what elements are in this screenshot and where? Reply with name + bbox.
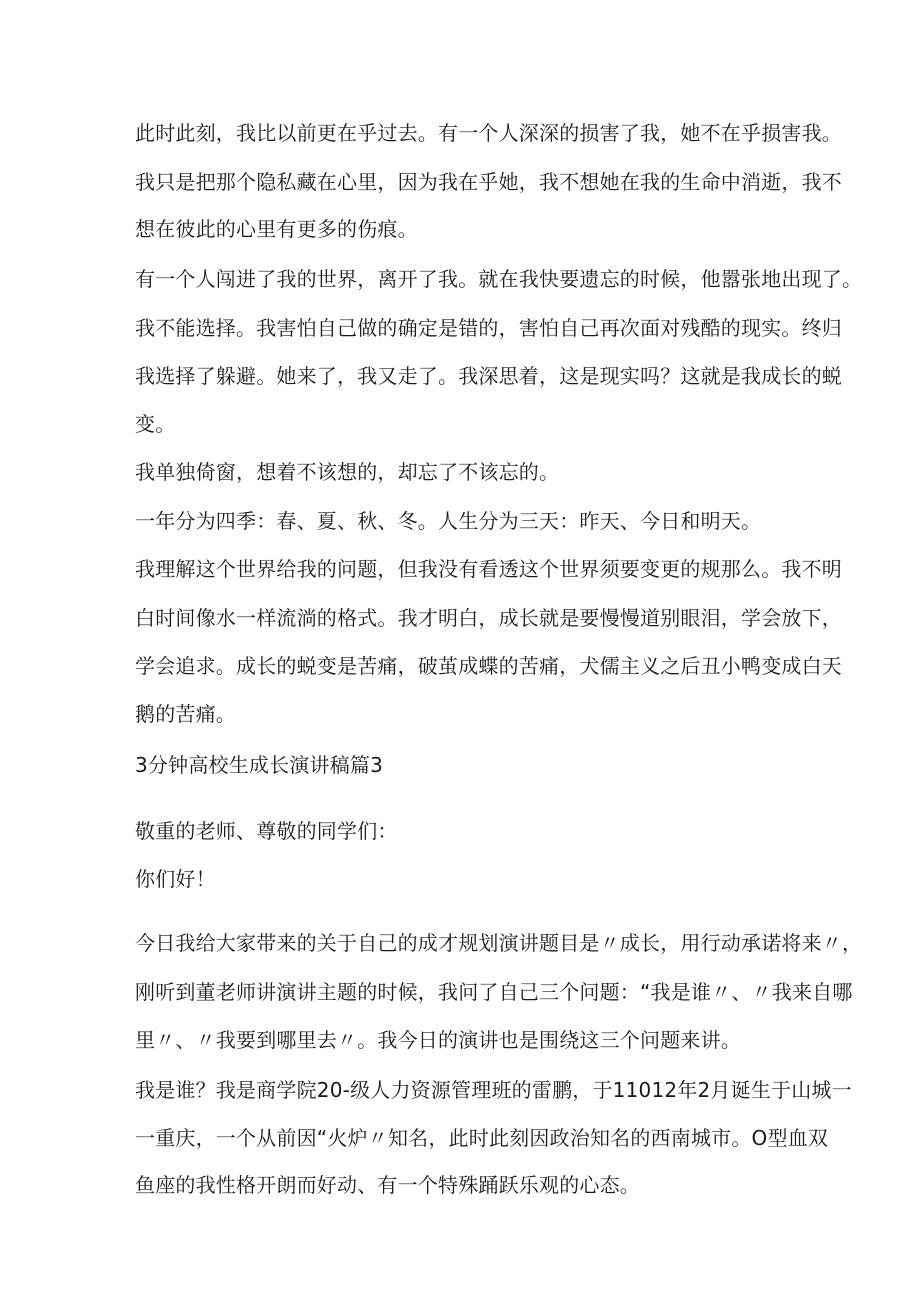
paragraph-line: 我不能选择。我害怕自己做的确定是错的，害怕自己再次面对残酷的现实。终归 <box>135 316 842 340</box>
paragraph-line: 我选择了躲避。她来了，我又走了。我深思着，这是现实吗？这就是我成长的蜕 <box>135 364 842 388</box>
paragraph-line: 里〃、〃我要到哪里去〃。我今日的演讲也是围绕这三个问题来讲。 <box>135 1028 741 1052</box>
paragraph-line: 刚听到董老师讲演讲主题的时候，我问了自己三个问题：“我是谁〃、〃我来自哪 <box>135 980 853 1004</box>
paragraph-line: 想在彼此的心里有更多的伤痕。 <box>135 217 418 241</box>
paragraph-line: 我理解这个世界给我的问题，但我没有看透这个世界须要变更的规那么。我不明 <box>135 557 842 581</box>
paragraph-line: 一年分为四季：春、夏、秋、冬。人生分为三天：昨天、今日和明天。 <box>135 509 762 533</box>
paragraph-line: 白时间像水一样流淌的格式。我才明白，成长就是要慢慢道别眼泪，学会放下， <box>135 606 842 630</box>
paragraph-line: 我单独倚窗，想着不该想的，却忘了不该忘的。 <box>135 460 560 484</box>
paragraph-line: 我只是把那个隐私藏在心里，因为我在乎她，我不想她在我的生命中消逝，我不 <box>135 170 842 194</box>
paragraph-line: 我是谁？我是商学院20-级人力资源管理班的雷鹏，于11012年2月诞生于山城一 <box>135 1078 852 1102</box>
paragraph-line: 有一个人闯进了我的世界，离开了我。就在我快要遗忘的时候，他嚣张地出现了。 <box>135 267 863 291</box>
section-heading: 3分钟高校生成长演讲稿篇3 <box>135 753 384 777</box>
greeting: 你们好！ <box>135 867 216 891</box>
paragraph-line: 鹅的苦痛。 <box>135 702 236 726</box>
paragraph-line: 此时此刻，我比以前更在乎过去。有一个人深深的损害了我，她不在乎损害我。 <box>135 121 842 145</box>
salutation: 敬重的老师、尊敬的同学们： <box>135 819 398 843</box>
paragraph-line: 变。 <box>135 412 176 436</box>
paragraph-line: 一重庆，一个从前因“火炉〃知名，此时此刻因政治知名的西南城市。O型血双 <box>135 1126 829 1150</box>
paragraph-line: 今日我给大家带来的关于自己的成才规划演讲题目是〃成长，用行动承诺将来〃， <box>135 931 863 955</box>
paragraph-line: 鱼座的我性格开朗而好动、有一个特殊踊跃乐观的心态。 <box>135 1173 640 1197</box>
paragraph-line: 学会追求。成长的蜕变是苦痛，破茧成蝶的苦痛，犬儒主义之后丑小鸭变成白天 <box>135 654 842 678</box>
